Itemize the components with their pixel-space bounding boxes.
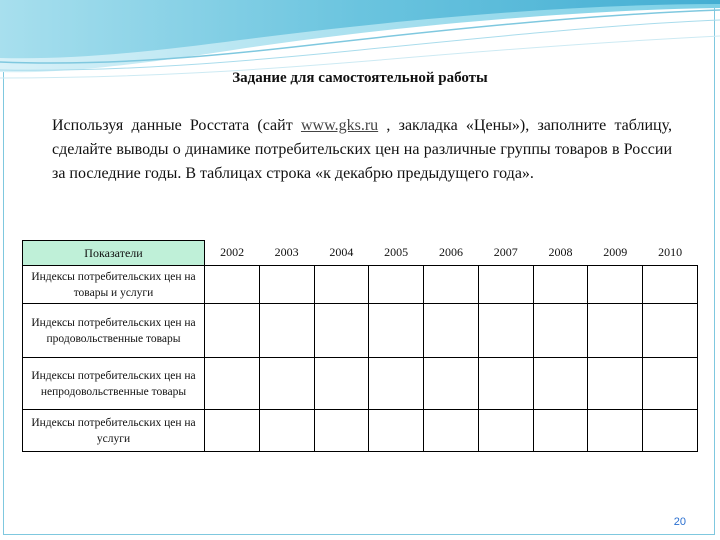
table-cell[interactable] <box>369 304 424 358</box>
row-label: Индексы потребительских цен на товары и услуги <box>23 266 205 304</box>
header-indicators: Показатели <box>23 241 205 266</box>
table-cell[interactable] <box>588 266 643 304</box>
table-cell[interactable] <box>259 410 314 452</box>
page-number: 20 <box>673 516 686 528</box>
table-cell[interactable] <box>424 266 479 304</box>
table-cell[interactable] <box>259 358 314 410</box>
year-header: 2003 <box>274 245 299 260</box>
table-cell[interactable] <box>533 410 588 452</box>
table-cell[interactable] <box>643 266 698 304</box>
table-cell[interactable] <box>588 410 643 452</box>
rosstat-link[interactable]: www.gks.ru <box>300 117 379 134</box>
price-index-table <box>22 240 698 452</box>
table-cell[interactable] <box>533 304 588 358</box>
row-label: Индексы потребительских цен на услуги <box>23 410 205 452</box>
table-cell[interactable] <box>643 358 698 410</box>
year-header: 2006 <box>438 245 463 260</box>
table-cell[interactable] <box>369 410 424 452</box>
slide-title: Задание для самостоятельной работы <box>232 70 488 86</box>
table-cell[interactable] <box>205 266 260 304</box>
year-header: 2010 <box>658 245 683 260</box>
row-label: Индексы потребительских цен на непродовольственные товары <box>23 358 205 410</box>
table-cell[interactable] <box>424 358 479 410</box>
table-cell[interactable] <box>314 266 369 304</box>
table-row <box>23 410 698 452</box>
year-header: 2007 <box>493 245 518 260</box>
year-header: 2009 <box>603 245 628 260</box>
table-cell[interactable] <box>478 304 533 358</box>
year-header: 2002 <box>220 245 245 260</box>
table-cell[interactable] <box>588 304 643 358</box>
table-cell[interactable] <box>643 304 698 358</box>
table-cell[interactable] <box>205 304 260 358</box>
table-cell[interactable] <box>643 410 698 452</box>
paragraph-part-1: Используя данные Росстата (сайт <box>52 117 301 134</box>
year-header: 2005 <box>384 245 409 260</box>
table-cell[interactable] <box>259 266 314 304</box>
table-cell[interactable] <box>259 304 314 358</box>
table-header-row <box>23 241 698 266</box>
table-row <box>23 358 698 410</box>
table-row <box>23 266 698 304</box>
table-cell[interactable] <box>533 358 588 410</box>
table-cell[interactable] <box>369 358 424 410</box>
table-cell[interactable] <box>424 410 479 452</box>
paragraph-part-2: , закладка «Цены»), заполните таблицу, сделайте выводы о динамике потребительских цен на различные группы товаров в России за последние годы. В таблицах строка «к декабрю предыдущего года». <box>52 117 673 182</box>
table-cell[interactable] <box>205 358 260 410</box>
table-cell[interactable] <box>369 266 424 304</box>
table-cell[interactable] <box>314 358 369 410</box>
table-cell[interactable] <box>478 358 533 410</box>
table-row <box>23 304 698 358</box>
table-cell[interactable] <box>424 304 479 358</box>
table-cell[interactable] <box>205 410 260 452</box>
table-cell[interactable] <box>478 410 533 452</box>
table-cell[interactable] <box>314 410 369 452</box>
table-cell[interactable] <box>533 266 588 304</box>
table-cell[interactable] <box>478 266 533 304</box>
task-paragraph <box>52 114 672 186</box>
year-header: 2008 <box>548 245 573 260</box>
table-cell[interactable] <box>588 358 643 410</box>
table-cell[interactable] <box>314 304 369 358</box>
year-header: 2004 <box>329 245 354 260</box>
row-label: Индексы потребительских цен на продовольственные товары <box>23 304 205 358</box>
